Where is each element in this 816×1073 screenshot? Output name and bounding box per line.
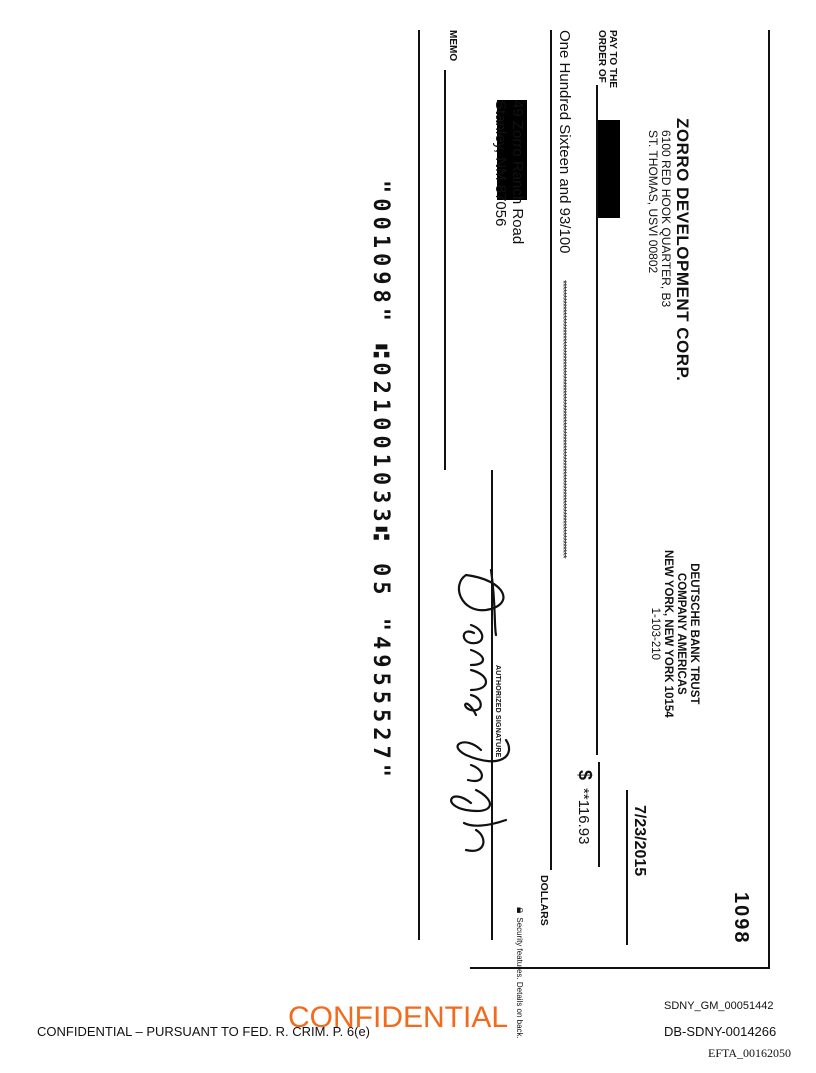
security-note bbox=[513, 907, 528, 1039]
company-address-line-1: 6100 RED HOOK QUARTER, B3 bbox=[659, 130, 673, 308]
company-address-line-2: ST. THOMAS, USVI 00802 bbox=[646, 130, 660, 274]
memo-label: MEMO bbox=[447, 30, 458, 62]
company-address bbox=[646, 130, 672, 307]
date-line bbox=[627, 790, 629, 945]
amount-in-words: One Hundred Sixteen and 93/100 bbox=[556, 30, 573, 254]
confidential-pursuant-notice: CONFIDENTIAL – PURSUANT TO FED. R. CRIM. P. 6(e) bbox=[37, 1024, 371, 1039]
check-top-border bbox=[768, 30, 770, 968]
confidential-stamp: CONFIDENTIAL bbox=[288, 1001, 509, 1034]
bank-address: NEW YORK, NEW YORK 10154 bbox=[662, 550, 674, 718]
pay-to-label-line-1: PAY TO THE bbox=[607, 30, 618, 88]
payee-address-line-2: Stanley, NM 87056 bbox=[492, 100, 509, 227]
bank-info bbox=[648, 550, 700, 718]
company-name: ZORRO DEVELOPMENT CORP. bbox=[673, 118, 692, 382]
pay-to-label-line-2: ORDER OF bbox=[596, 30, 607, 83]
amount-box bbox=[574, 770, 595, 844]
micr-line: "001098" ⑆021001033⑆ 05 "4955527" bbox=[368, 180, 393, 782]
check-bottom-border bbox=[418, 30, 420, 940]
bates-sdny-gm: SDNY_GM_00051442 bbox=[664, 1000, 774, 1012]
words-line bbox=[551, 30, 553, 870]
check-number: 1098 bbox=[730, 892, 752, 945]
bank-name-line-2: COMPANY AMERICAS bbox=[675, 572, 687, 695]
payee-address-line-1: 49 Zorro Ranch Road bbox=[509, 100, 526, 245]
bates-efta: EFTA_00162050 bbox=[708, 1046, 792, 1060]
payee-name-redaction bbox=[598, 120, 620, 218]
padlock-icon: 🔒︎ bbox=[514, 907, 528, 914]
amount-box-top bbox=[599, 762, 601, 867]
check-amount: **116.93 bbox=[575, 788, 592, 845]
bank-name-line-1: DEUTSCHE BANK TRUST bbox=[688, 563, 700, 705]
security-note-text: Security features. Details on back. bbox=[515, 917, 524, 1039]
payee-address bbox=[492, 100, 526, 244]
memo-line bbox=[445, 70, 447, 470]
signature-graphic bbox=[436, 565, 526, 865]
bates-db: DB-SDNY-0014266 bbox=[664, 1024, 777, 1039]
amount-filler: ************************************************************************************************ bbox=[557, 280, 568, 558]
dollar-sign: $ bbox=[575, 770, 595, 781]
check-date: 7/23/2015 bbox=[631, 805, 648, 877]
authorized-signature-label: AUTHORIZED SIGNATURE bbox=[494, 665, 501, 758]
bank-routing-fraction: 1-103-210 bbox=[649, 607, 661, 661]
dollars-label: DOLLARS bbox=[538, 875, 550, 926]
pay-to-label bbox=[596, 30, 618, 88]
